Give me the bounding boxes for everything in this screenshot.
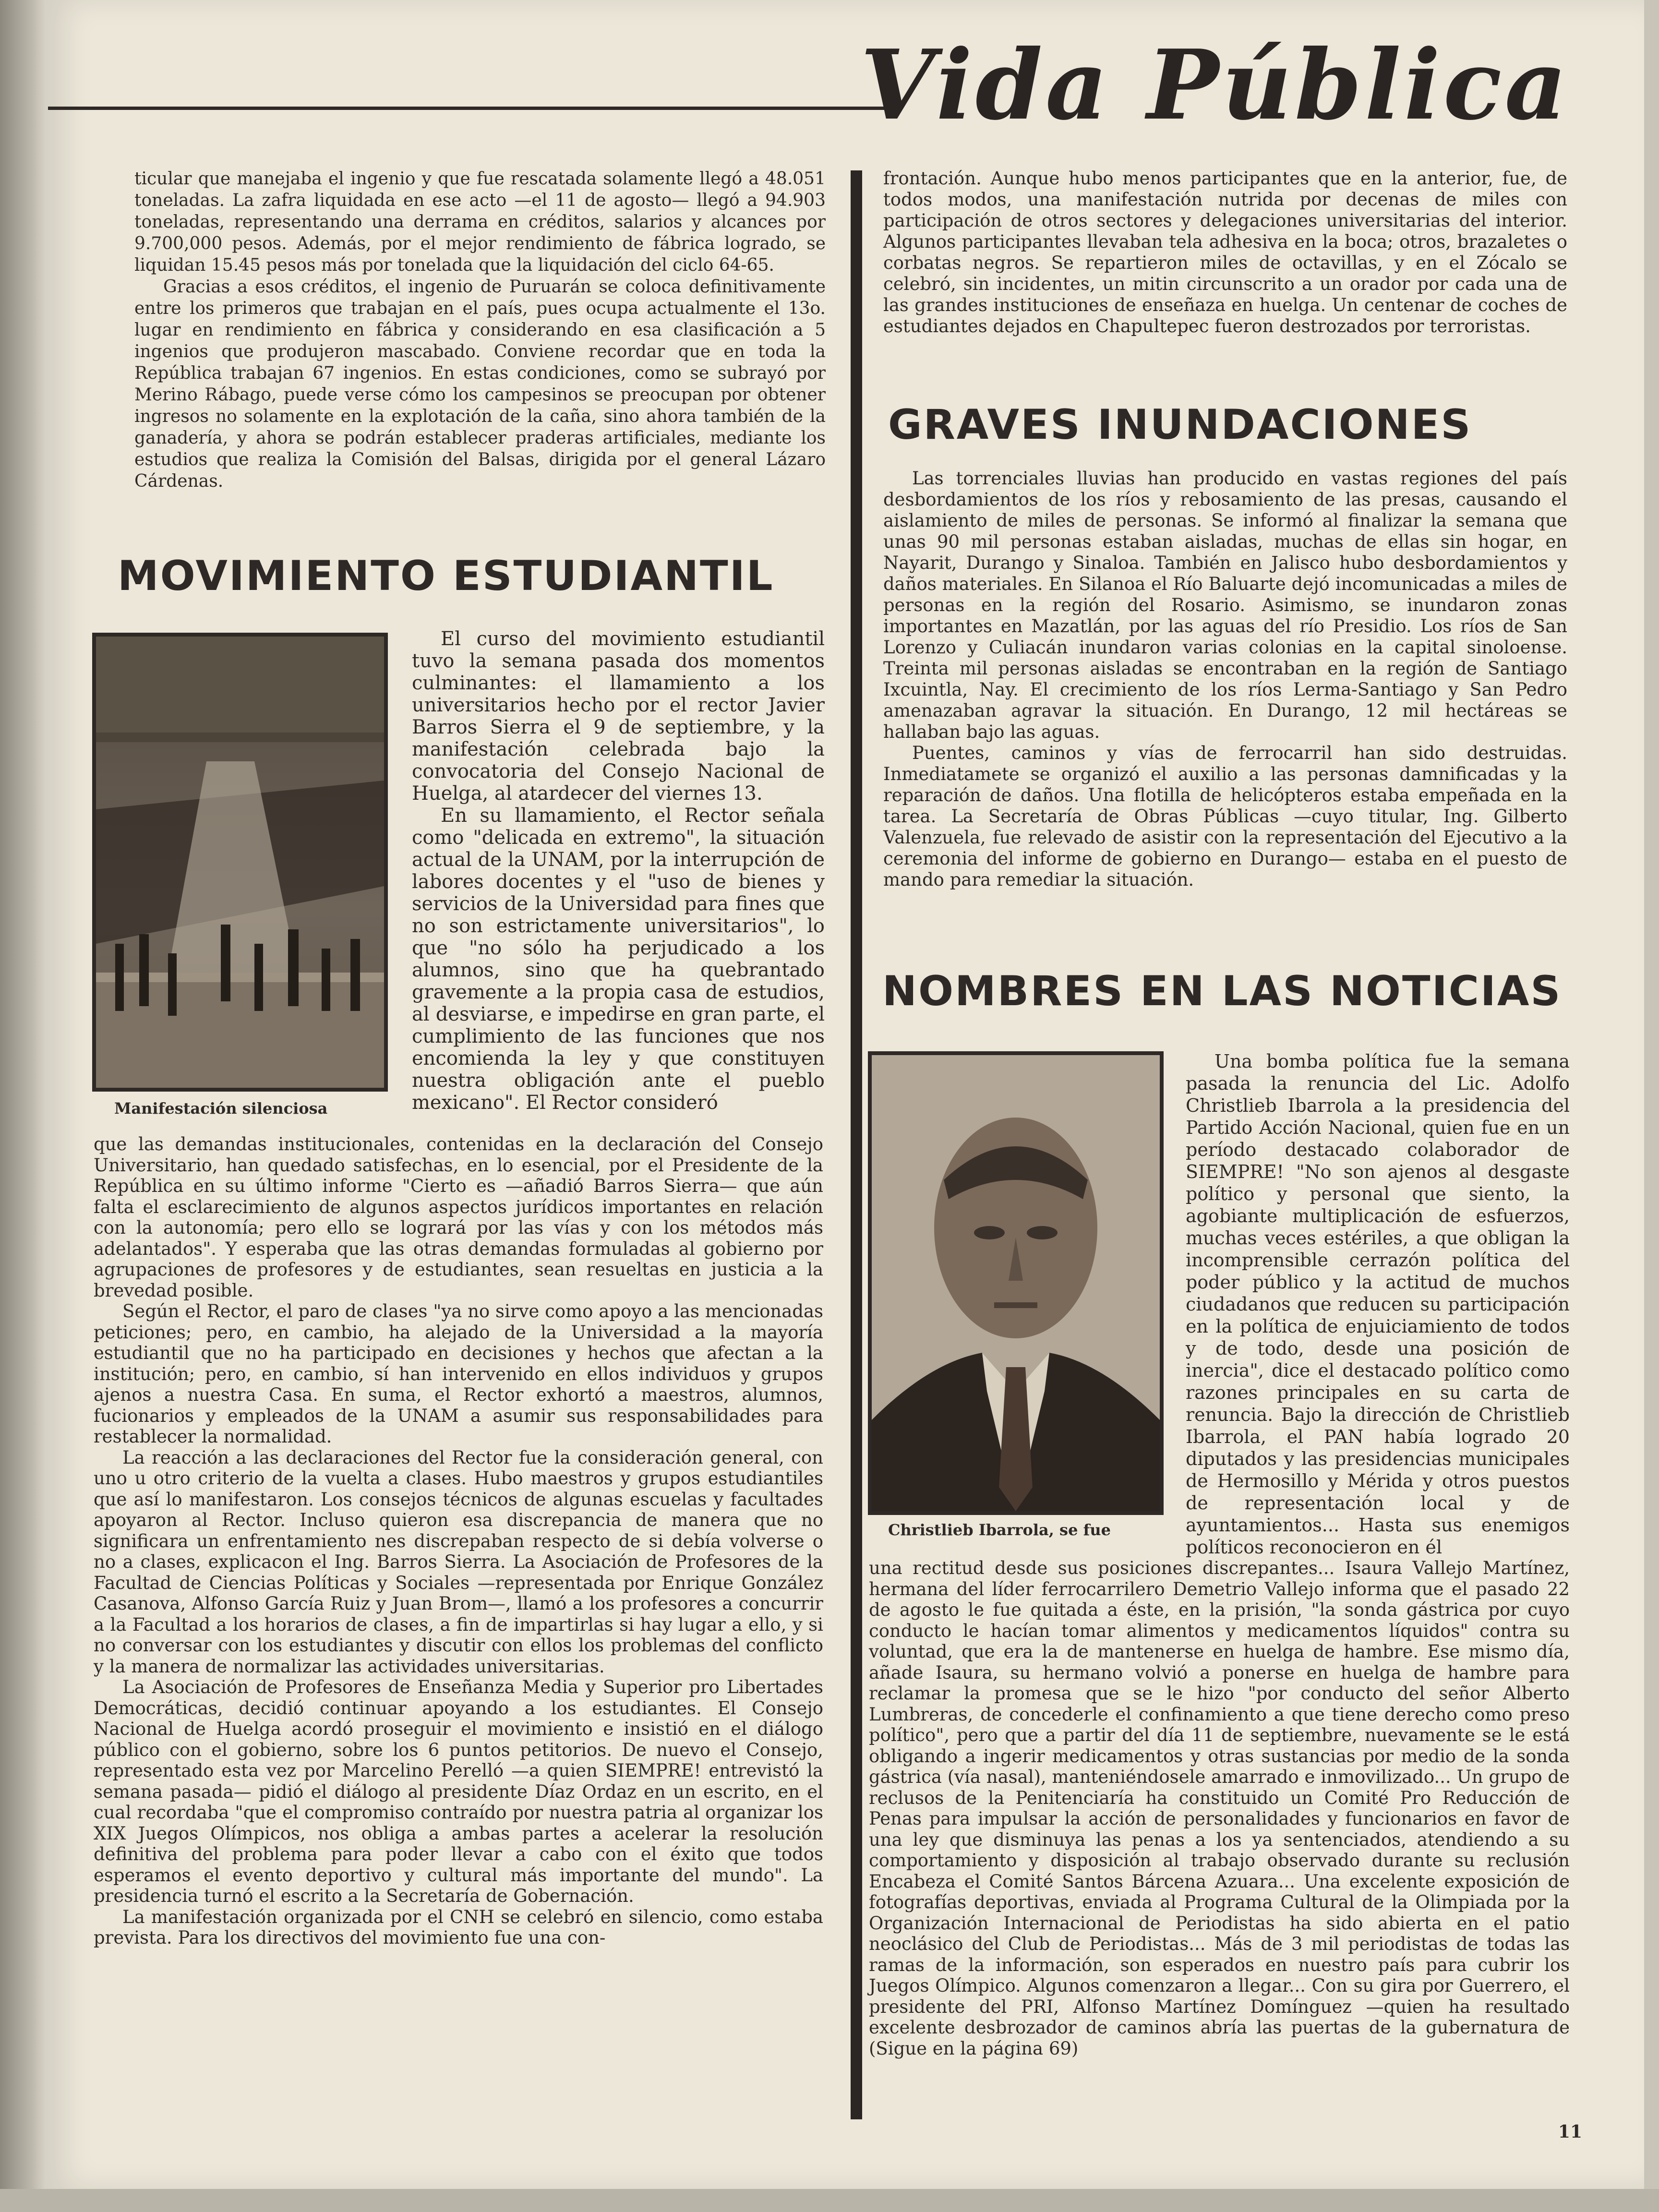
crowd-photo-image — [96, 637, 384, 1088]
paragraph: La manifestación organizada por el CNH se celebró en silencio, como estaba prevista. Para los directivos del movimiento fue una con- — [94, 1906, 823, 1948]
photo-manifestacion — [92, 633, 388, 1092]
page-bottom-edge — [0, 2189, 1659, 2212]
column-divider — [851, 170, 862, 2119]
paragraph: La Asociación de Profesores de Enseñanza Media y Superior pro Libertades Democráticas, decidió continuar apoyando a los estudiantes. El Consejo Nacional de Huelga acordó proseguir el movimiento e insistió en el diálogo público con el gobierno, sobre los 6 puntos petitorios. De nuevo el Consejo, representado esta vez por Marcelino Perelló —a quien SIEMPRE! entrevistó la semana pasada— pidió el diálogo al presidente Díaz Ordaz en un escrito, en el cual recordaba "que el compromiso contraído por nuestra patria al organizar los XIX Juegos Olímpicos, nos obliga a ambas partes a acelerar la resolución definitiva del problema para poder llevar a cabo con el éxito que todos esperamos el evento deportivo y cultural más importante del mundo". La presidencia turnó el escrito a la Secretaría de Gobernación. — [94, 1677, 823, 1906]
paragraph: frontación. Aunque hubo menos participantes que en la anterior, fue, de todos modos, una manifestación nutrida por decenas de miles con participación de otros sectores y delegaciones universitarias del interior. Algunos participantes llevaban tela adhesiva en la boca; otros, brazaletes o corbatas negros. Se repartieron miles de octavillas, y en el Zócalo se celebró, sin incidentes, un mitin circunscrito a un orador por cada una de las grandes instituciones de enseñaza en huelga. Un centenar de coches de estudiantes dejados en Chapultepec fueron destrozados por terroristas. — [883, 168, 1567, 337]
headline-movimiento: MOVIMIENTO ESTUDIANTIL — [118, 552, 774, 600]
movimiento-beside-photo — [412, 628, 825, 1114]
page-number: 11 — [1558, 2122, 1582, 2142]
header-rule — [48, 107, 902, 110]
paragraph: El curso del movimiento estudiantil tuvo la semana pasada dos momentos culminantes: el llamamiento a los universitarios hecho por el rector Javier Barros Sierra el 9 de septiembre, y la manifestación celebrada bajo la convocatoria del Consejo Nacional de Huelga, al atardecer del viernes 13. — [412, 628, 825, 805]
paragraph: La reacción a las declaraciones del Rector fue la consideración general, con uno u otro criterio de la vuelta a clases. Hubo maestros y grupos estudiantiles que así lo manifestaron. Los consejos técnicos de algunas escuelas y facultades apoyaron al Rector. Incluso quieron esa discrepancia de manera que no significara un enfrentamiento nes discrepaban respecto de si debía volverse o no a clases, explicacon el Ing. Barros Sierra. La Asociación de Profesores de la Facultad de Ciencias Políticas y Sociales —representada por Enrique González Casanova, Alfonso García Ruiz y Juan Brom—, llamó a los profesores a concurrir a la Facultad a los horarios de clases, a fin de impartirlas si hay lugar a ello, y si no conversar con los estudiantes y discutir con ellos los problemas del conflicto y la manera de normalizar las actividades universitarias. — [94, 1447, 823, 1677]
inundaciones-text — [883, 468, 1567, 890]
paragraph: Según el Rector, el paro de clases "ya no sirve como apoyo a las mencionadas peticiones; pero, en cambio, ha alejado de la Universidad a la mayoría estudiantil que no ha participado en decisiones y hechos que afectan a la institución; pero, en cambio, sí han intervenido en ellos individuos y grupos ajenos a nuestra Casa. En suma, el Rector exhortó a maestros, alumnos, fucionarios y empleados de la UNAM a asumir sus responsabilidades para restablecer la normalidad. — [94, 1301, 823, 1447]
gutter-shadow — [0, 0, 46, 2212]
nombres-beside-photo — [1186, 1050, 1570, 1558]
paragraph: Las torrenciales lluvias han producido en vastas regiones del país desbordamientos de los ríos y rebosamiento de las presas, causando el aislamiento de miles de personas. Se informó al finalizar la semana que unas 90 mil personas estaban aisladas, muchas de ellas sin hogar, en Nayarit, Durango y Sinaloa. También en Jalisco hubo desbordamientos y daños materiales. En Silanoa el Río Baluarte dejó incomunicadas a miles de personas en la región del Rosario. Asimismo, se inundaron zonas importantes en Mazatlán, por las aguas del río Presidio. Los ríos de San Lorenzo y Culiacán inundaron varias colonias en la capital sinoloense. Treinta mil personas aisladas se encontraban en la región de Santiago Ixcuintla, Nay. El crecimiento de los ríos Lerma-Santiago y San Pedro amenazaban agravar la situación. En Durango, 12 mil hectáreas se hallaban bajo las aguas. — [883, 468, 1567, 742]
photo-caption-christlieb: Christlieb Ibarrola, se fue — [888, 1521, 1111, 1539]
section-title: Vida Pública — [860, 29, 1570, 142]
photo-christlieb — [868, 1051, 1164, 1515]
paragraph: Gracias a esos créditos, el ingenio de Puruarán se coloca definitivamente entre los primeros que trabajan en el país, pues ocupa actualmente el 13o. lugar en rendimiento en fábrica y considerando en esa clasificación a 5 ingenios que produjeron mascabado. Conviene recordar que en toda la República trabajan 67 ingenios. En estas condiciones, como se subrayó por Merino Rábago, puede verse cómo los campesinos se preocupan por obtener ingresos no solamente en la explotación de la caña, sino ahora también de la ganadería, y ahora se podrán establecer praderas artificiales, mediante los estudios que realiza la Comisión del Balsas, dirigida por el general Lázaro Cárdenas. — [134, 277, 826, 491]
paragraph: una rectitud desde sus posiciones discrepantes... Isaura Vallejo Martínez, hermana del líder ferrocarrilero Demetrio Vallejo informa que el pasado 22 de agosto le fue quitada a éste, en la prisión, "la sonda gástrica por cuyo conducto le hacían tomar alimentos y medicamentos líquidos" contra su voluntad, que era la de mantenerse en huelga de hambre. Ese mismo día, añade Isaura, su hermano volvió a ponerse en huelga de hambre para reclamar la promesa que se le hizo "por conducto del señor Alberto Lumbreras, de concederle el confinamiento a que tiene derecho como preso político", pero que a partir del día 11 de septiembre, nuevamente se le está obligando a ingerir medicamentos y otras sustancias por medio de la sonda gástrica (vía nasal), manteniéndosele amarrado e inmovilizado... Un grupo de reclusos de la Penitenciaría ha constituido un Comité Pro Reducción de Penas para impulsar la acción de personalidades y funcionarios en favor de una ley que disminuya las penas a los ya sentenciados, atendiendo a su comportamiento y disposición al trabajo observado durante su reclusión Encabeza el Comité Santos Bárcena Azuara... Una excelente exposición de fotografías deportivas, enviada al Programa Cultural de la Olimpiada por la Organización Internacional de Periodistas ha sido abierta en el patio neoclásico del Club de Periodistas... Más de 3 mil periodistas de todas las ramas de la información, son esperados en nuestro país para cubrir los Juegos Olímpico. Algunos comenzaron a llegar... Con su gira por Guerrero, el presidente del PRI, Alfonso Martínez Domínguez —quien ha resultado excelente desbrozador de caminos abría las puertas de la gubernatura de (Sigue en la página 69) — [869, 1558, 1570, 2059]
nombres-below-photo — [869, 1558, 1570, 2059]
headline-nombres: NOMBRES EN LAS NOTICIAS — [882, 967, 1562, 1015]
left-top-text — [134, 168, 826, 492]
right-top-text — [883, 168, 1567, 337]
headline-inundaciones: GRAVES INUNDACIONES — [888, 401, 1472, 449]
paragraph: que las demandas institucionales, contenidas en la declaración del Consejo Universitario, han quedado satisfechas, en lo esencial, por el Presidente de la República en su último informe "Cierto es —añadió Barros Sierra— que aún falta el esclarecimiento de algunos aspectos jurídicos importantes en relación con la autonomía; pero ello se logrará por las vías y con los métodos más adelantados". Y esperaba que las otras demandas formuladas al gobierno por agrupaciones de profesores y de estudiantes, sean resueltas en justicia a la brevedad posible. — [94, 1134, 823, 1301]
paragraph: En su llamamiento, el Rector señala como "delicada en extremo", la situación actual de la UNAM, por la interrupción de labores docentes y el "uso de bienes y servicios de la Universidad para fines que no son estrictamente universitarios", lo que "no sólo ha perjudicado a los alumnos, sino que ha quebrantado gravemente a la propia casa de estudios, al desviarse, e impedirse en gran parte, el cumplimiento de las funciones que nos encomienda la ley y que constituyen nuestra obligación ante el pueblo mexicano". El Rector consideró — [412, 805, 825, 1114]
paragraph: Una bomba política fue la semana pasada la renuncia del Lic. Adolfo Christlieb Ibarrola a la presidencia del Partido Acción Nacional, quien fue en un período destacado colaborador de SIEMPRE! "No son ajenos al desgaste político y personal que siento, la agobiante multiplicación de esfuerzos, muchas veces estériles, a que obligan la incomprensible cerrazón política del poder público y la actitud de muchos ciudadanos que reducen su participación en la política de enjuiciamiento de todos y de todo, desde una posición de inercia", dice el destacado político como razones principales en su carta de renuncia. Bajo la dirección de Christlieb Ibarrola, el PAN había logrado 20 diputados y las presidencias municipales de Hermosillo y Mérida y otros puestos de representación local y de ayuntamientos... Hasta sus enemigos políticos reconocieron en él — [1186, 1051, 1570, 1558]
movimiento-below-photo — [94, 1134, 823, 1948]
paragraph: ticular que manejaba el ingenio y que fue rescatada solamente llegó a 48.051 toneladas. La zafra liquidada en ese acto —el 11 de agosto— llegó a 94.903 toneladas, representando una derrama en créditos, salarios y alcances por 9.700,000 pesos. Además, por el mejor rendimiento de fábrica logrado, se liquidan 15.45 pesos más por tonelada que la liquidación del ciclo 64-65. — [134, 169, 826, 275]
paragraph: Puentes, caminos y vías de ferrocarril han sido destruidas. Inmediatamete se organizó el auxilio a las personas damnificadas y la reparación de daños. Una flotilla de helicópteros estaba empeñada en la tarea. La Secretaría de Obras Públicas —cuyo titular, Ing. Gilberto Valenzuela, fue relevado de asistir con la representación del Ejecutivo a la ceremonia del informe de gobierno en Durango— estaba en el puesto de mando para remediar la situación. — [883, 743, 1567, 890]
portrait-photo-image — [872, 1055, 1160, 1511]
photo-caption-manifestacion: Manifestación silenciosa — [114, 1099, 328, 1118]
